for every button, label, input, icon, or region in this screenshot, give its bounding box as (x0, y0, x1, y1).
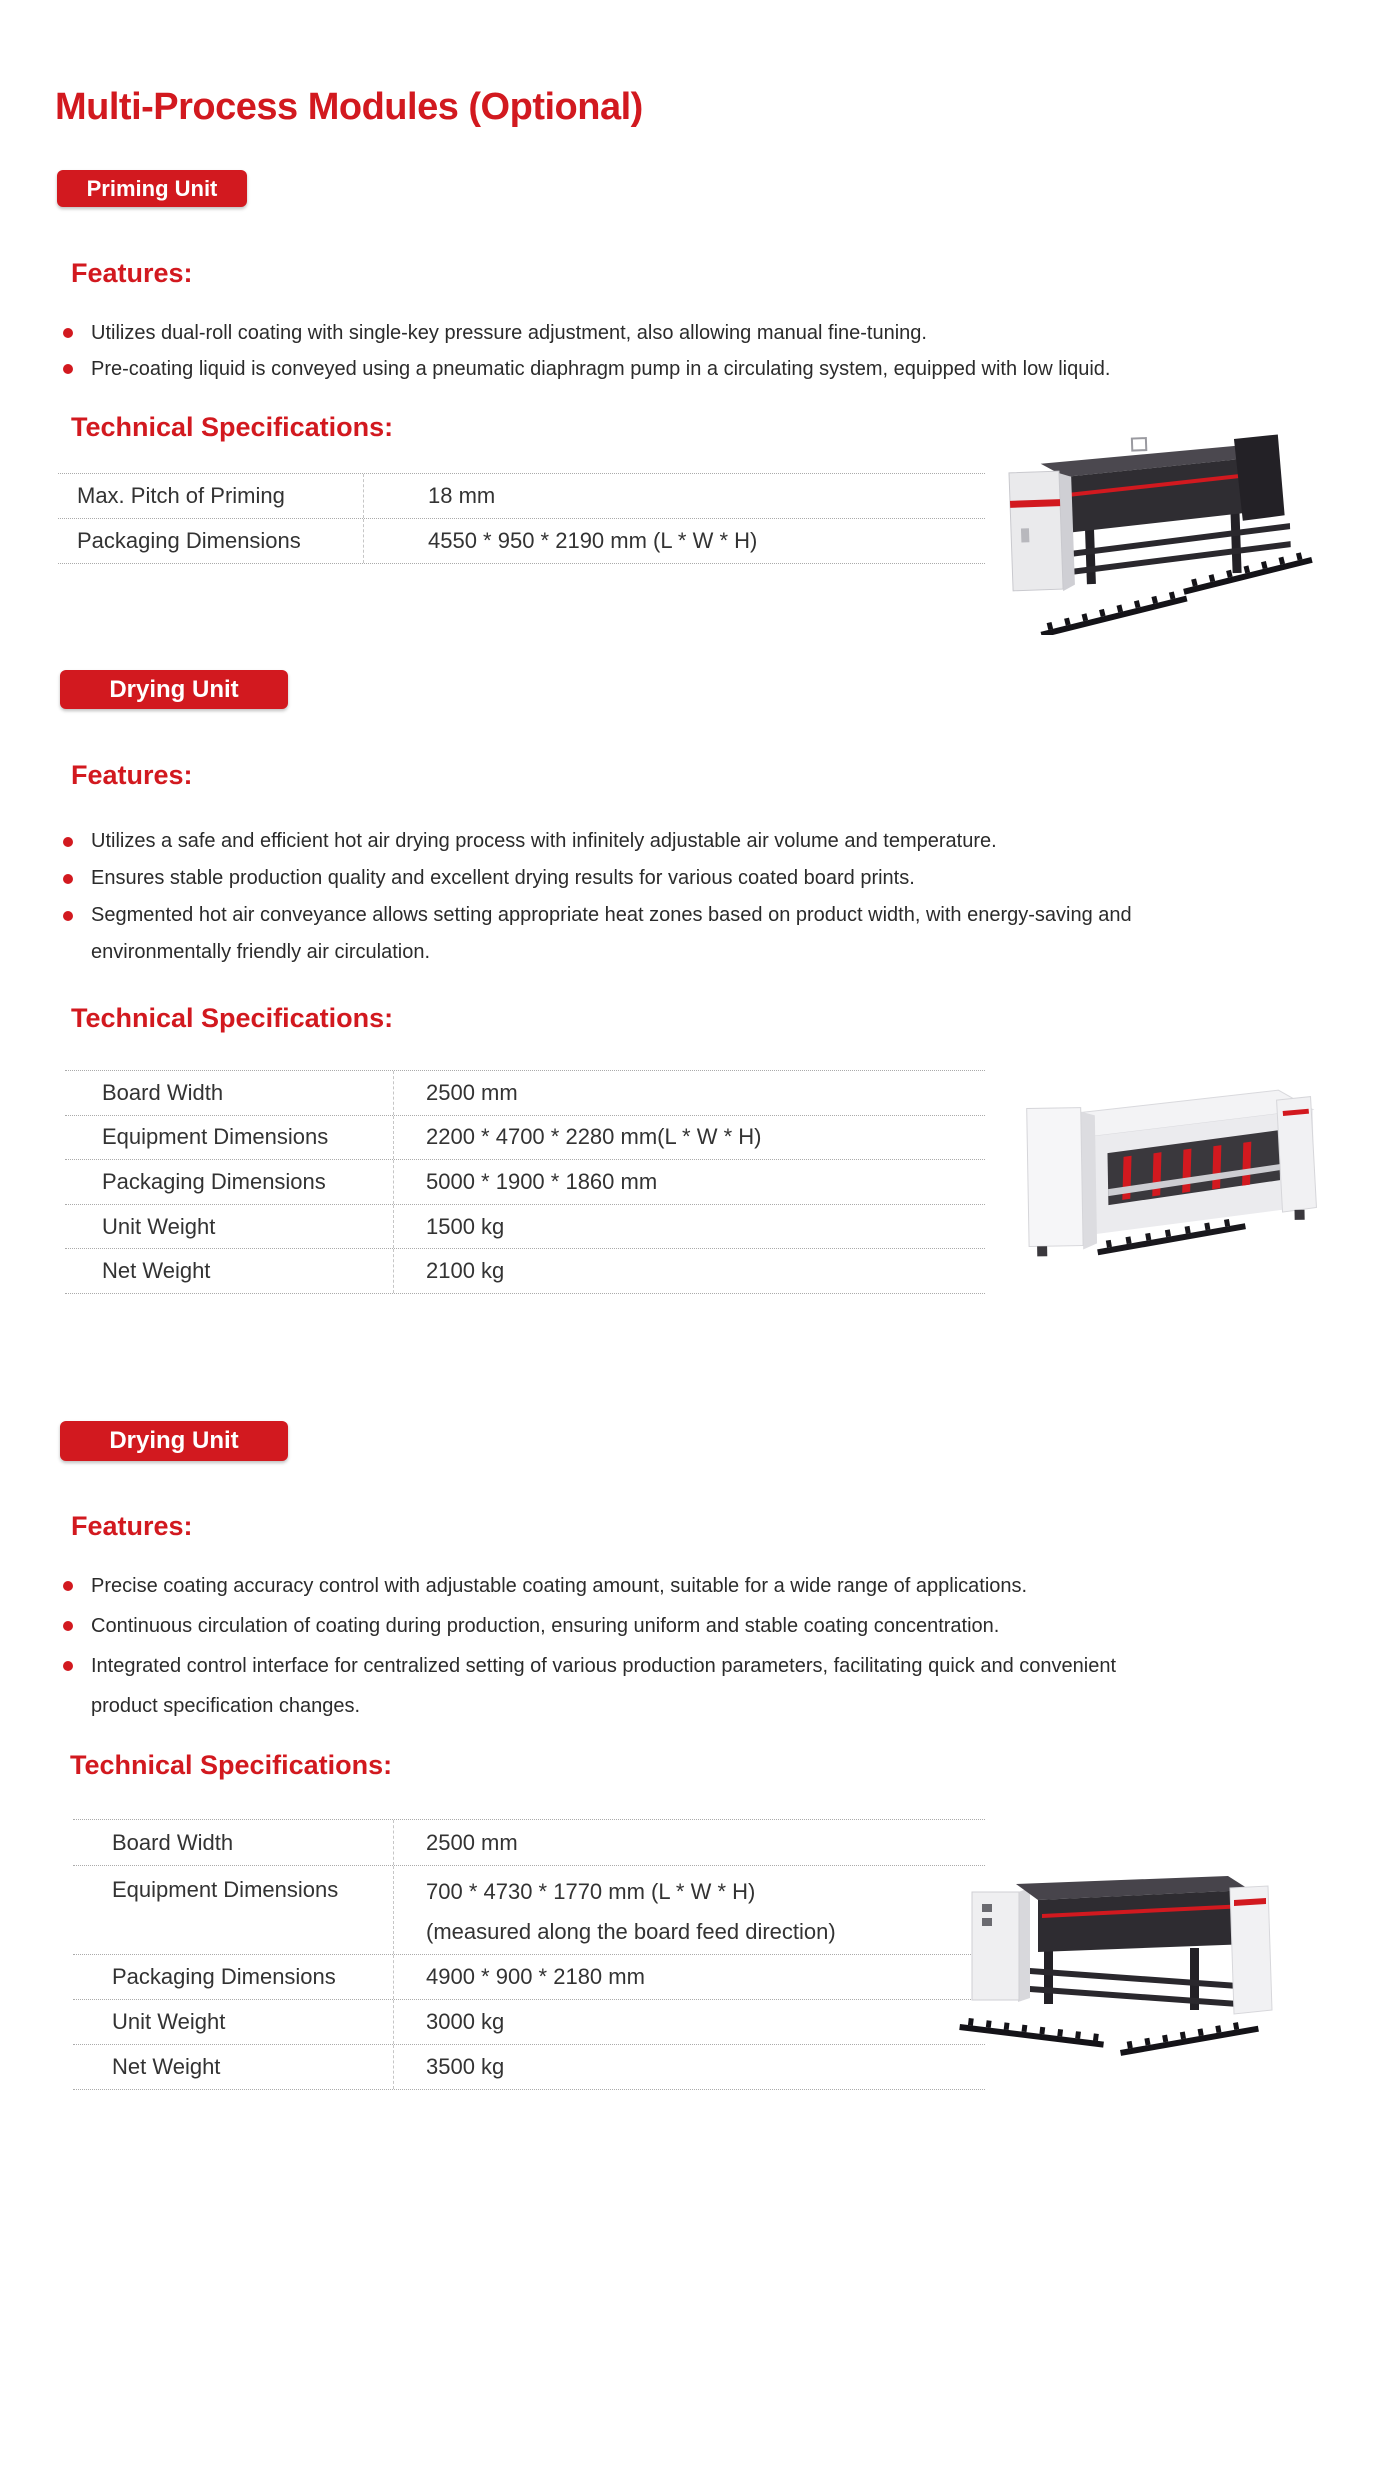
technical-specifications-heading: Technical Specifications: (70, 1750, 393, 1780)
spec-value (393, 2000, 985, 2044)
badge-label: Drying Unit (109, 675, 239, 703)
spec-value-text: 2500 mm (426, 1079, 518, 1105)
bullet-dot-icon (63, 1661, 73, 1671)
drying-unit-2-product-image (952, 1848, 1287, 2063)
spec-value-text: 4550 * 950 * 2190 mm (L * W * H) (428, 528, 758, 553)
technical-specifications-heading: Technical Specifications: (71, 412, 394, 442)
spec-value-text: 2500 mm (426, 1829, 518, 1855)
feature-text: Segmented hot air conveyance allows setting appropriate heat zones based on product width, with energy-saving and (91, 904, 1132, 926)
feature-item (62, 897, 1362, 971)
spec-label: Unit Weight (112, 2009, 226, 2034)
spec-value-text: 4900 * 900 * 2180 mm (426, 1964, 645, 1989)
feature-item (62, 1566, 1362, 1606)
feature-text: Integrated control interface for centralized setting of various production parameters, facilitating quick and convenient (91, 1655, 1117, 1677)
badge-label: Priming Unit (86, 175, 218, 201)
spec-value-text: 2100 kg (426, 1258, 505, 1284)
spec-value (393, 1866, 985, 1954)
spec-label: Unit Weight (102, 1213, 216, 1239)
spec-value (393, 1820, 985, 1865)
bullet-dot-icon (63, 328, 73, 338)
spec-row (73, 2045, 985, 2090)
spec-value (363, 474, 985, 518)
spec-row (65, 1205, 985, 1250)
feature-item (62, 823, 1362, 860)
spec-value (393, 1249, 985, 1293)
feature-text: Ensures stable production quality and excellent drying results for various coated board prints. (91, 867, 915, 889)
spec-value-text: 5000 * 1900 * 1860 mm (426, 1168, 658, 1194)
feature-item (62, 351, 1362, 387)
spec-label: Net Weight (112, 2054, 221, 2079)
feature-text-continued: environmentally friendly air circulation. (91, 941, 431, 963)
spec-label: Equipment Dimensions (112, 1877, 339, 1902)
spec-value (393, 2045, 985, 2089)
bullet-dot-icon (63, 1581, 73, 1591)
spec-row (65, 1249, 985, 1294)
section-badge-drying-unit (60, 670, 288, 709)
spec-row (65, 1071, 985, 1116)
spec-table-drying-unit (65, 1070, 985, 1294)
badge-label: Drying Unit (109, 1427, 239, 1454)
features-list (62, 315, 1362, 387)
spec-value (393, 1071, 985, 1115)
spec-value-text: 3000 kg (426, 2009, 505, 2034)
spec-label: Packaging Dimensions (112, 1964, 336, 1989)
spec-value-text: 700 * 4730 * 1770 mm (L * W * H) (426, 1879, 756, 1904)
spec-row (73, 2000, 985, 2045)
section-badge-drying-unit-2 (60, 1421, 288, 1461)
feature-item (62, 1606, 1362, 1646)
feature-item (62, 860, 1362, 897)
feature-item (62, 315, 1362, 351)
spec-label: Equipment Dimensions (102, 1124, 329, 1150)
spec-row (73, 1955, 985, 2000)
features-list (62, 1566, 1362, 1726)
drying-unit-product-image (1012, 1052, 1337, 1307)
spec-row (73, 1866, 985, 1955)
spec-value-text: 18 mm (428, 483, 496, 508)
spec-label: Net Weight (102, 1258, 211, 1284)
feature-text: Utilizes a safe and efficient hot air drying process with infinitely adjustable air volume and temperature. (91, 830, 997, 852)
spec-row (58, 519, 985, 564)
bullet-dot-icon (63, 837, 73, 847)
feature-text-continued: product specification changes. (91, 1695, 361, 1717)
spec-label: Board Width (112, 1829, 234, 1855)
spec-row (73, 1820, 985, 1866)
spec-value-note: (measured along the board feed direction) (426, 1919, 836, 1944)
feature-item (62, 1646, 1362, 1726)
spec-value-text: 2200 * 4700 * 2280 mm(L * W * H) (426, 1124, 762, 1150)
drying-unit-machine-illustration (1012, 1052, 1337, 1307)
spec-row (65, 1116, 985, 1161)
bullet-dot-icon (63, 364, 73, 374)
bullet-dot-icon (63, 874, 73, 884)
bullet-dot-icon (63, 1621, 73, 1631)
page-title: Multi-Process Modules (Optional) (55, 86, 643, 128)
feature-text: Pre-coating liquid is conveyed using a pneumatic diaphragm pump in a circulating system, equipped with low liquid. (91, 358, 1111, 380)
priming-unit-product-image (985, 420, 1315, 635)
feature-text: Precise coating accuracy control with adjustable coating amount, suitable for a wide range of applications. (91, 1575, 1028, 1597)
feature-text: Continuous circulation of coating during production, ensuring uniform and stable coating concentration. (91, 1615, 1000, 1637)
spec-value-text: 1500 kg (426, 1213, 505, 1239)
spec-value (393, 1955, 985, 1999)
features-heading: Features: (71, 1511, 193, 1541)
features-list (62, 823, 1362, 971)
spec-value (393, 1116, 985, 1160)
section-badge-priming-unit (57, 170, 247, 207)
bullet-dot-icon (63, 911, 73, 921)
technical-specifications-heading: Technical Specifications: (71, 1003, 394, 1033)
spec-label: Packaging Dimensions (77, 528, 301, 553)
spec-row (65, 1160, 985, 1205)
spec-label: Board Width (102, 1079, 224, 1105)
spec-label: Packaging Dimensions (102, 1168, 326, 1194)
features-heading: Features: (71, 258, 193, 288)
spec-label: Max. Pitch of Priming (77, 483, 285, 508)
spec-table-drying-unit-2 (73, 1819, 985, 2090)
priming-unit-machine-illustration (985, 420, 1315, 635)
spec-table-priming-unit (58, 473, 985, 564)
spec-value (363, 519, 985, 563)
feature-text: Utilizes dual-roll coating with single-key pressure adjustment, also allowing manual fine-tuning. (91, 322, 927, 344)
spec-value (393, 1205, 985, 1249)
spec-value-text: 3500 kg (426, 2054, 505, 2079)
features-heading: Features: (71, 760, 193, 790)
spec-value (393, 1160, 985, 1204)
drying-unit-2-machine-illustration (952, 1848, 1287, 2063)
spec-row (58, 474, 985, 519)
